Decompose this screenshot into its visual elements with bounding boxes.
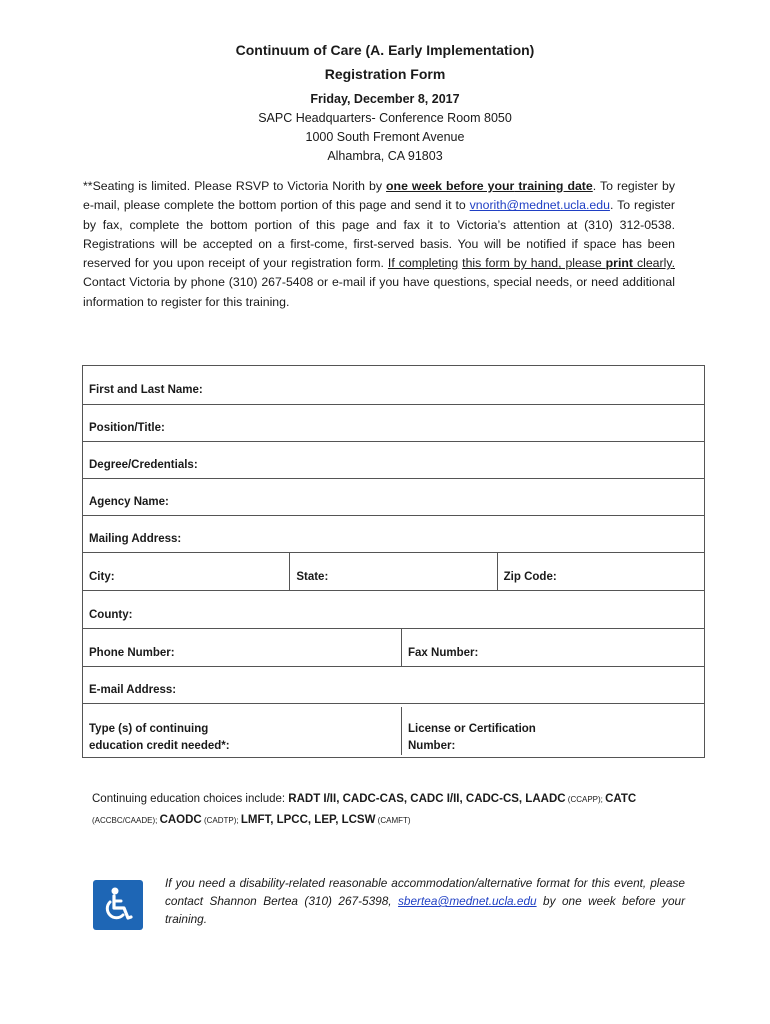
form-row-email [83,667,704,704]
event-address: 1000 South Fremont Avenue [305,130,465,144]
registration-form [82,365,705,758]
ce-small-1: (CCAPP); [565,795,606,804]
ce-lead: Continuing education choices include: [92,793,289,805]
name-label: First and Last Name: [89,384,203,396]
form-row-phone-fax [83,629,704,667]
zip-label: Zip Code: [503,570,557,583]
intro-print: print [605,256,633,271]
degree-label: Degree/Credentials: [89,459,198,471]
email-label: E-mail Address: [89,684,177,696]
form-row-degree [83,442,704,479]
form-row-position [83,405,704,442]
form-row-ce-license [83,704,704,757]
event-location: SAPC Headquarters- Conference Room 8050 [258,111,512,125]
phone-label: Phone Number: [89,646,175,659]
form-row-mailing [83,516,704,553]
rsvp-email-link[interactable]: vnorith@mednet.ucla.edu [469,198,610,213]
license-label-1: License or Certification [408,722,536,735]
ce-bold-3: CAODC [159,814,202,826]
ce-type-label-1: Type (s) of continuing [89,722,209,735]
agency-field[interactable] [83,479,704,515]
phone-field[interactable] [83,629,401,666]
disability-text-1: If you need a disability-related reasonable accommodation/alternative format for this event, please contact Shannon Bertea (310) 267-5398, [165,876,685,908]
form-row-county [83,591,704,629]
fax-field[interactable] [401,629,704,666]
form-row-city-state-zip [83,553,704,591]
disability-email-link[interactable]: sbertea@mednet.ucla.edu [398,894,537,908]
intro-text-2: . To register by e-mail, please complete the bottom portion of this page and send it to [83,179,676,213]
ce-small-2: (ACCBC/CAADE); [92,816,160,825]
ce-bold-2: CATC [605,793,637,805]
intro-underline-1: If completing [387,256,459,271]
agency-label: Agency Name: [89,496,169,508]
mailing-label: Mailing Address: [89,533,182,545]
title-line-1: Continuum of Care (A. Early Implementation) [235,42,535,58]
event-city: Alhambra, CA 91803 [327,149,443,163]
zip-field[interactable] [497,553,704,590]
intro-bold-1: one week before your [386,179,515,193]
intro-bold-2: training date [514,179,593,193]
intro-paragraph [83,177,675,312]
ce-type-label-2: education credit needed*: [89,739,230,752]
county-label: County: [89,608,133,621]
intro-text-5: Contact Victoria by phone (310) 267-5408 or e-mail if you have questions, special needs, or need additional information to register for this training. [83,275,675,309]
mailing-address-field[interactable] [83,516,704,552]
form-row-agency [83,479,704,516]
intro-text-3: . To register by fax, complete the bottom portion of this page and fax it to Victoria’s attention at (310) 312-0538. Registrations will be accepted on a first-come, first-served basis. You will be notified if space has been reserved for you upon receipt of your registration form. [83,198,675,271]
fax-label: Fax Number: [408,646,479,659]
state-field[interactable] [289,553,496,590]
form-row-name [83,366,704,405]
disability-notice [165,874,685,928]
ce-bold-4: LMFT, LPCC, LEP, LCSW [240,814,376,826]
degree-field[interactable] [83,442,704,478]
county-field[interactable] [83,591,704,628]
license-field[interactable] [401,707,704,755]
ce-choices [92,789,692,831]
email-field[interactable] [83,667,704,703]
intro-underline-2: this form by hand, please [462,256,606,271]
position-field[interactable] [83,405,704,441]
name-field[interactable] [83,366,704,404]
ce-type-field[interactable] [83,707,401,755]
disability-text-2: by one week before your training. [165,894,685,926]
ce-bold-1: RADT I/II, CADC-CAS, CADC I/II, CADC-CS, LAADC [288,793,566,805]
state-label: State: [296,570,329,583]
intro-text-1: **Seating is limited. Please RSVP to Victoria Norith by [83,179,387,193]
intro-underline-3: clearly. [633,256,675,271]
position-label: Position/Title: [89,422,165,434]
ce-small-3: (CADTP); [201,816,241,825]
event-date: Friday, December 8, 2017 [310,92,460,106]
page-title [0,38,770,86]
ce-small-4: (CAMFT) [375,816,411,825]
title-line-2: Registration Form [324,66,446,82]
license-label-2: Number: [408,739,456,752]
city-label: City: [89,570,115,583]
wheelchair-icon [93,880,143,930]
event-details [0,90,770,166]
city-field[interactable] [83,553,289,590]
